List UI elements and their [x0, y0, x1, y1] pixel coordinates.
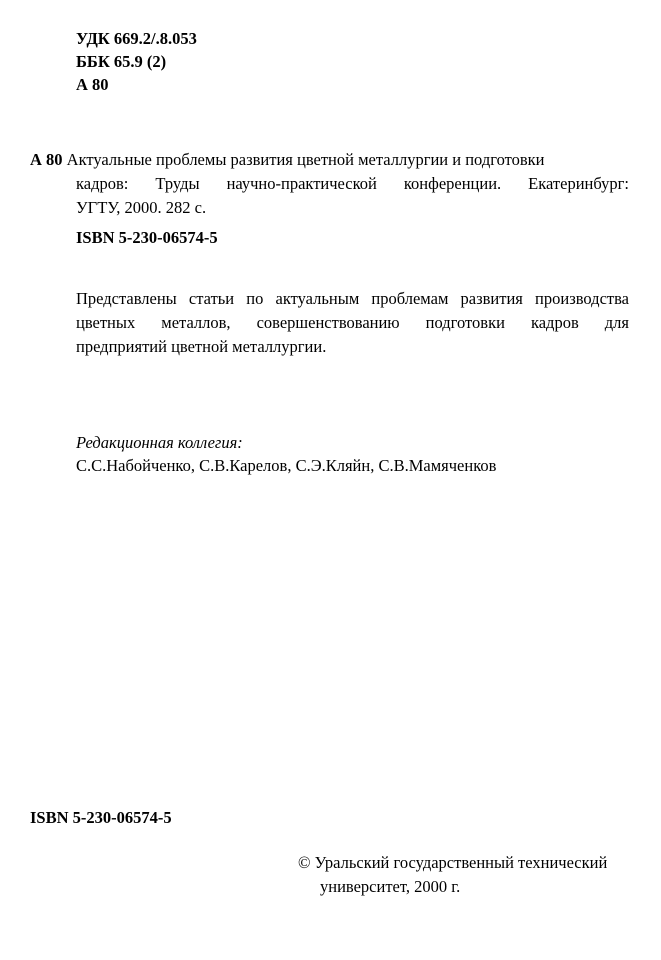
editorial-board-label: Редакционная коллегия:	[76, 433, 243, 452]
annotation-line1: Представлены статьи по актуальным проблемам развития производства	[76, 289, 629, 308]
entry-title-line2: кадров: Труды научно-практической конференции. Екатеринбург:	[76, 174, 629, 193]
annotation	[76, 287, 629, 359]
author-mark: А 80	[76, 75, 109, 94]
annotation-line3: предприятий цветной металлургии.	[76, 337, 327, 356]
entry-title-line3: УГТУ, 2000. 282 с.	[76, 198, 207, 217]
copyright-line1: © Уральский государственный технический	[298, 853, 608, 872]
udk-code: УДК 669.2/.8.053	[76, 29, 197, 48]
bibliographic-entry	[30, 148, 629, 220]
bbk-code: ББК 65.9 (2)	[76, 52, 167, 71]
editorial-board-members: С.С.Набойченко, С.В.Карелов, С.Э.Кляйн, С.В.Мамяченков	[76, 456, 497, 475]
copyright-notice	[298, 851, 607, 899]
entry-code: А 80	[30, 150, 63, 169]
entry-first-line	[30, 148, 629, 172]
entry-title-line1: Актуальные проблемы развития цветной металлургии и подготовки	[66, 150, 545, 169]
copyright-line2: университет, 2000 г.	[320, 877, 461, 896]
annotation-line2: цветных металлов, совершенствованию подготовки кадров для	[76, 313, 629, 332]
classification-block	[76, 27, 197, 96]
isbn-top: ISBN 5-230-06574-5	[76, 228, 218, 247]
editorial-board	[76, 431, 496, 477]
isbn-bottom: ISBN 5-230-06574-5	[30, 808, 172, 827]
